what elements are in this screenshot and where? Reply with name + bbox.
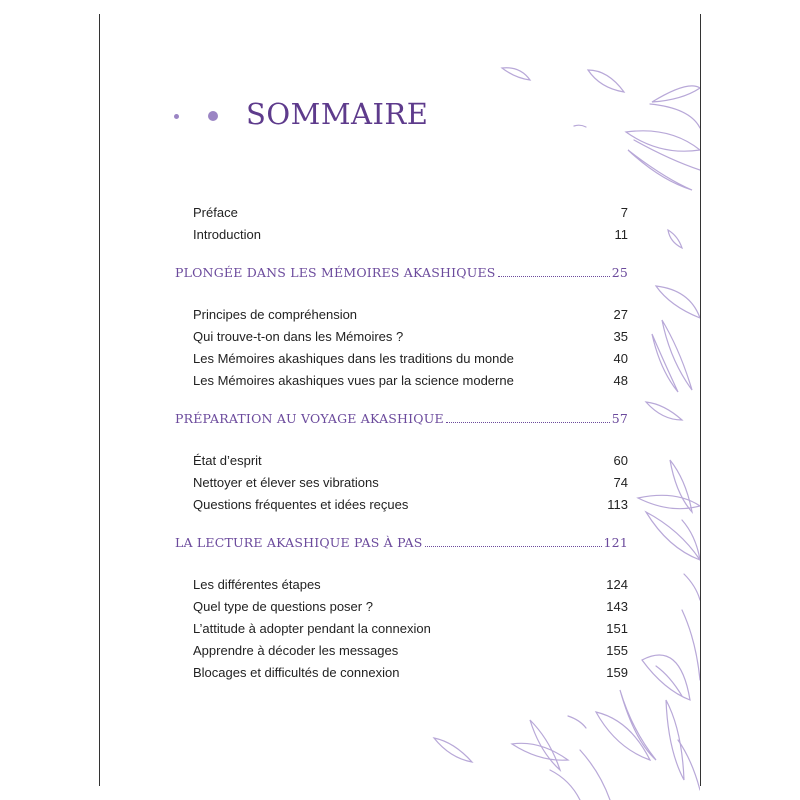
toc-entry[interactable] — [175, 369, 628, 391]
leaf-petal-icon — [670, 460, 692, 512]
toc-entry-title: Apprendre à décoder les messages — [193, 642, 399, 658]
toc-entry[interactable] — [175, 639, 628, 661]
leaf-petal-icon — [666, 700, 684, 780]
toc-part-2[interactable] — [175, 411, 628, 437]
toc-entry-page: 35 — [613, 328, 628, 344]
leaf-petal-icon — [684, 574, 700, 600]
toc-entry-title: Nettoyer et élever ses vibrations — [193, 474, 379, 490]
toc-part-1[interactable] — [175, 265, 628, 291]
toc-part-title: PLONGÉE DANS LES MÉMOIRES AKASHIQUES — [175, 265, 496, 280]
leaf-petal-icon — [626, 131, 700, 151]
toc-entry[interactable] — [175, 471, 628, 493]
toc-entry[interactable] — [175, 617, 628, 639]
page-title: SOMMAIRE — [246, 97, 429, 131]
toc-part-title: LA LECTURE AKASHIQUE PAS À PAS — [175, 535, 423, 550]
toc-part-3[interactable] — [175, 535, 628, 561]
toc-part-page: 57 — [611, 411, 628, 426]
leaf-petal-icon — [646, 402, 682, 420]
leaf-petal-icon — [628, 150, 692, 190]
toc-entry-preface[interactable] — [175, 201, 628, 223]
toc-entry-page: 155 — [606, 642, 628, 658]
toc-part-page: 25 — [611, 265, 628, 280]
leaf-petal-icon — [652, 86, 700, 102]
toc-entry-page: 74 — [613, 474, 628, 490]
toc-entry[interactable] — [175, 661, 628, 683]
leaf-petal-icon — [512, 743, 568, 760]
toc-part-page: 121 — [603, 535, 628, 550]
toc-entry-title: Les Mémoires akashiques vues par la science moderne — [193, 372, 514, 388]
leaf-petal-icon — [662, 320, 692, 390]
toc-entry-introduction[interactable] — [175, 223, 628, 245]
toc-entry-title: Principes de compréhension — [193, 306, 358, 322]
toc-entry-page: 143 — [606, 598, 628, 614]
toc-entry-page: 7 — [620, 204, 628, 220]
title-dot-large — [208, 111, 218, 121]
leaf-petal-icon — [650, 104, 700, 128]
leaf-petal-icon — [568, 716, 586, 728]
toc-entry-title: Qui trouve-t-on dans les Mémoires ? — [193, 328, 404, 344]
leaf-petal-icon — [574, 125, 586, 127]
leaf-petal-icon — [642, 655, 690, 700]
dot-leader — [446, 421, 610, 423]
leaf-petal-icon — [588, 70, 624, 92]
leaf-petal-icon — [634, 140, 700, 170]
leaf-petal-icon — [620, 690, 656, 760]
dot-leader — [425, 545, 602, 547]
toc-entry-title: Introduction — [193, 226, 261, 242]
toc-entry[interactable] — [175, 449, 628, 471]
toc-entry-page: 151 — [606, 620, 628, 636]
leaf-petal-icon — [656, 286, 700, 318]
toc-entry-page: 40 — [613, 350, 628, 366]
toc-entry-title: Préface — [193, 204, 238, 220]
toc-entry[interactable] — [175, 573, 628, 595]
leaf-petal-icon — [682, 520, 700, 560]
toc-entry[interactable] — [175, 493, 628, 515]
toc-entry-page: 60 — [613, 452, 628, 468]
toc-entry-title: Les différentes étapes — [193, 576, 321, 592]
leaf-petal-icon — [580, 750, 610, 800]
leaf-petal-icon — [434, 738, 472, 762]
toc-entry-title: Questions fréquentes et idées reçues — [193, 496, 409, 512]
toc-entry-title: Blocages et difficultés de connexion — [193, 664, 400, 680]
leaf-petal-icon — [550, 770, 580, 800]
toc-entry[interactable] — [175, 347, 628, 369]
leaf-petal-icon — [596, 712, 650, 760]
toc-entry-page: 11 — [614, 226, 628, 242]
leaf-petal-icon — [502, 68, 530, 80]
toc-entry-title: État d’esprit — [193, 452, 262, 468]
toc-entry-title: Quel type de questions poser ? — [193, 598, 373, 614]
toc-entry-page: 113 — [607, 496, 628, 512]
title-dot-small — [174, 114, 179, 119]
toc-entry[interactable] — [175, 595, 628, 617]
toc-entry-page: 48 — [613, 372, 628, 388]
table-of-contents — [175, 201, 628, 683]
toc-entry-title: L’attitude à adopter pendant la connexion — [193, 620, 431, 636]
toc-entry-page: 159 — [606, 664, 628, 680]
toc-part-title: PRÉPARATION AU VOYAGE AKASHIQUE — [175, 411, 444, 426]
leaf-petal-icon — [668, 230, 682, 248]
page-border-right — [700, 14, 701, 786]
toc-entry[interactable] — [175, 325, 628, 347]
toc-entry-page: 27 — [613, 306, 628, 322]
toc-entry-title: Les Mémoires akashiques dans les traditions du monde — [193, 350, 514, 366]
toc-entry-page: 124 — [606, 576, 628, 592]
dot-leader — [498, 275, 610, 277]
page-border-left — [99, 14, 100, 786]
leaf-petal-icon — [682, 610, 700, 680]
toc-entry[interactable] — [175, 303, 628, 325]
